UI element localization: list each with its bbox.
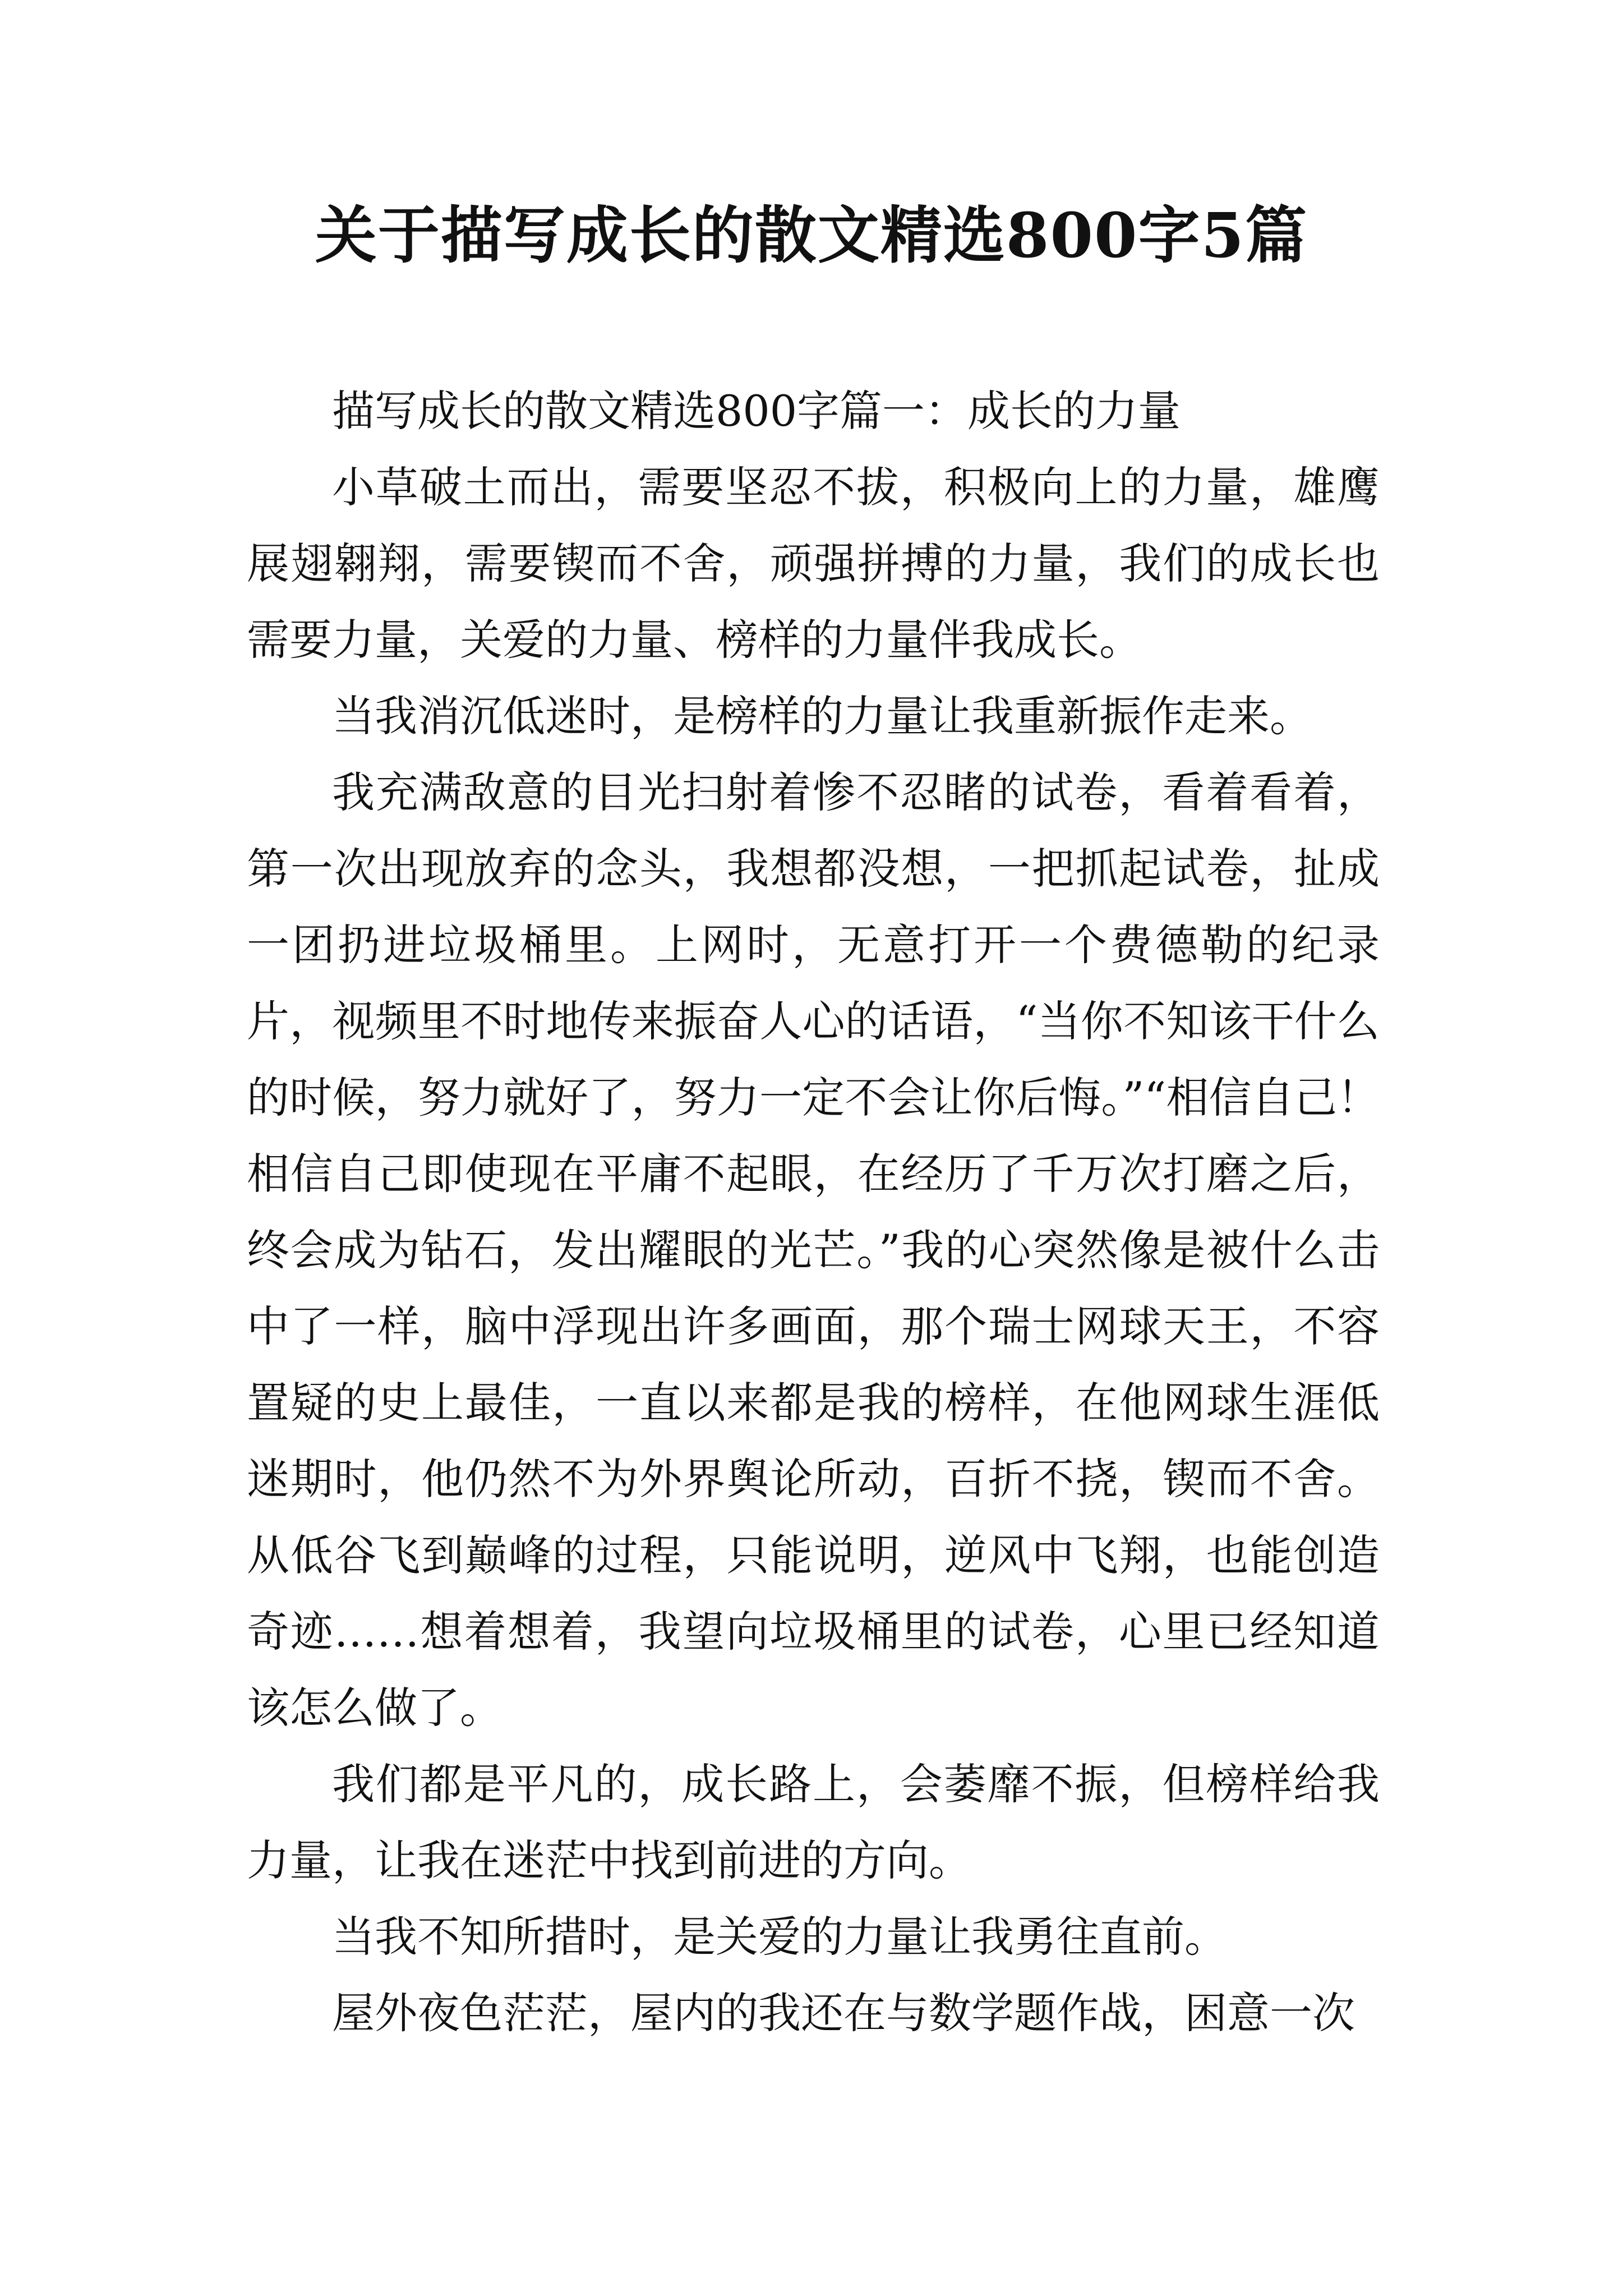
paragraph: 我们都是平凡的，成长路上，会萎靡不振，但榜样给我力量，让我在迷茫中找到前进的方向。 — [247, 1759, 1380, 1885]
paragraph: 小草破土而出，需要坚忍不拔，积极向上的力量，雄鹰展翅翱翔，需要锲而不舍，顽强拼搏的力量，我们的成长也需要力量，关爱的力量、榜样的力量伴我成长。 — [247, 462, 1380, 665]
paragraph: 当我消沉低迷时，是榜样的力量让我重新振作走来。 — [332, 691, 1312, 741]
paragraph: 我充满敌意的目光扫射着惨不忍睹的试卷，看着看着，第一次出现放弃的念头，我想都没想，一把抓起试卷，扯成一团扔进垃圾桶里。上网时，无意打开一个费德勒的纪录片，视频里不时地传来振奋人心的话语，“当你不知该干什么的时候，努力就好了，努力一定不会让你后悔。”“相信自己！相信自己即使现在平庸不起眼，在经历了千万次打磨之后，终会成为钻石，发出耀眼的光芒。”我的心突然像是被什么击中了一样，脑中浮现出许多画面，那个瑞士网球天王，不容置疑的史上最佳，一直以来都是我的榜样，在他网球生涯低迷期时，他仍然不为外界舆论所动，百折不挠，锲而不舍。从低谷飞到巅峰的过程，只能说明，逆风中飞翔，也能创造奇迹……想着想着，我望向垃圾桶里的试卷，心里已经知道该怎么做了。 — [247, 767, 1380, 1733]
paragraph: 屋外夜色茫茫，屋内的我还在与数学题作战，困意一次 — [332, 1988, 1355, 2038]
paragraph: 当我不知所措时，是关爱的力量让我勇往直前。 — [332, 1912, 1227, 1962]
document-body — [247, 373, 1380, 2051]
paragraph-subtitle: 描写成长的散文精选800字篇一：成长的力量 — [332, 386, 1181, 436]
document-title: 关于描写成长的散文精选800字5篇 — [315, 199, 1308, 272]
